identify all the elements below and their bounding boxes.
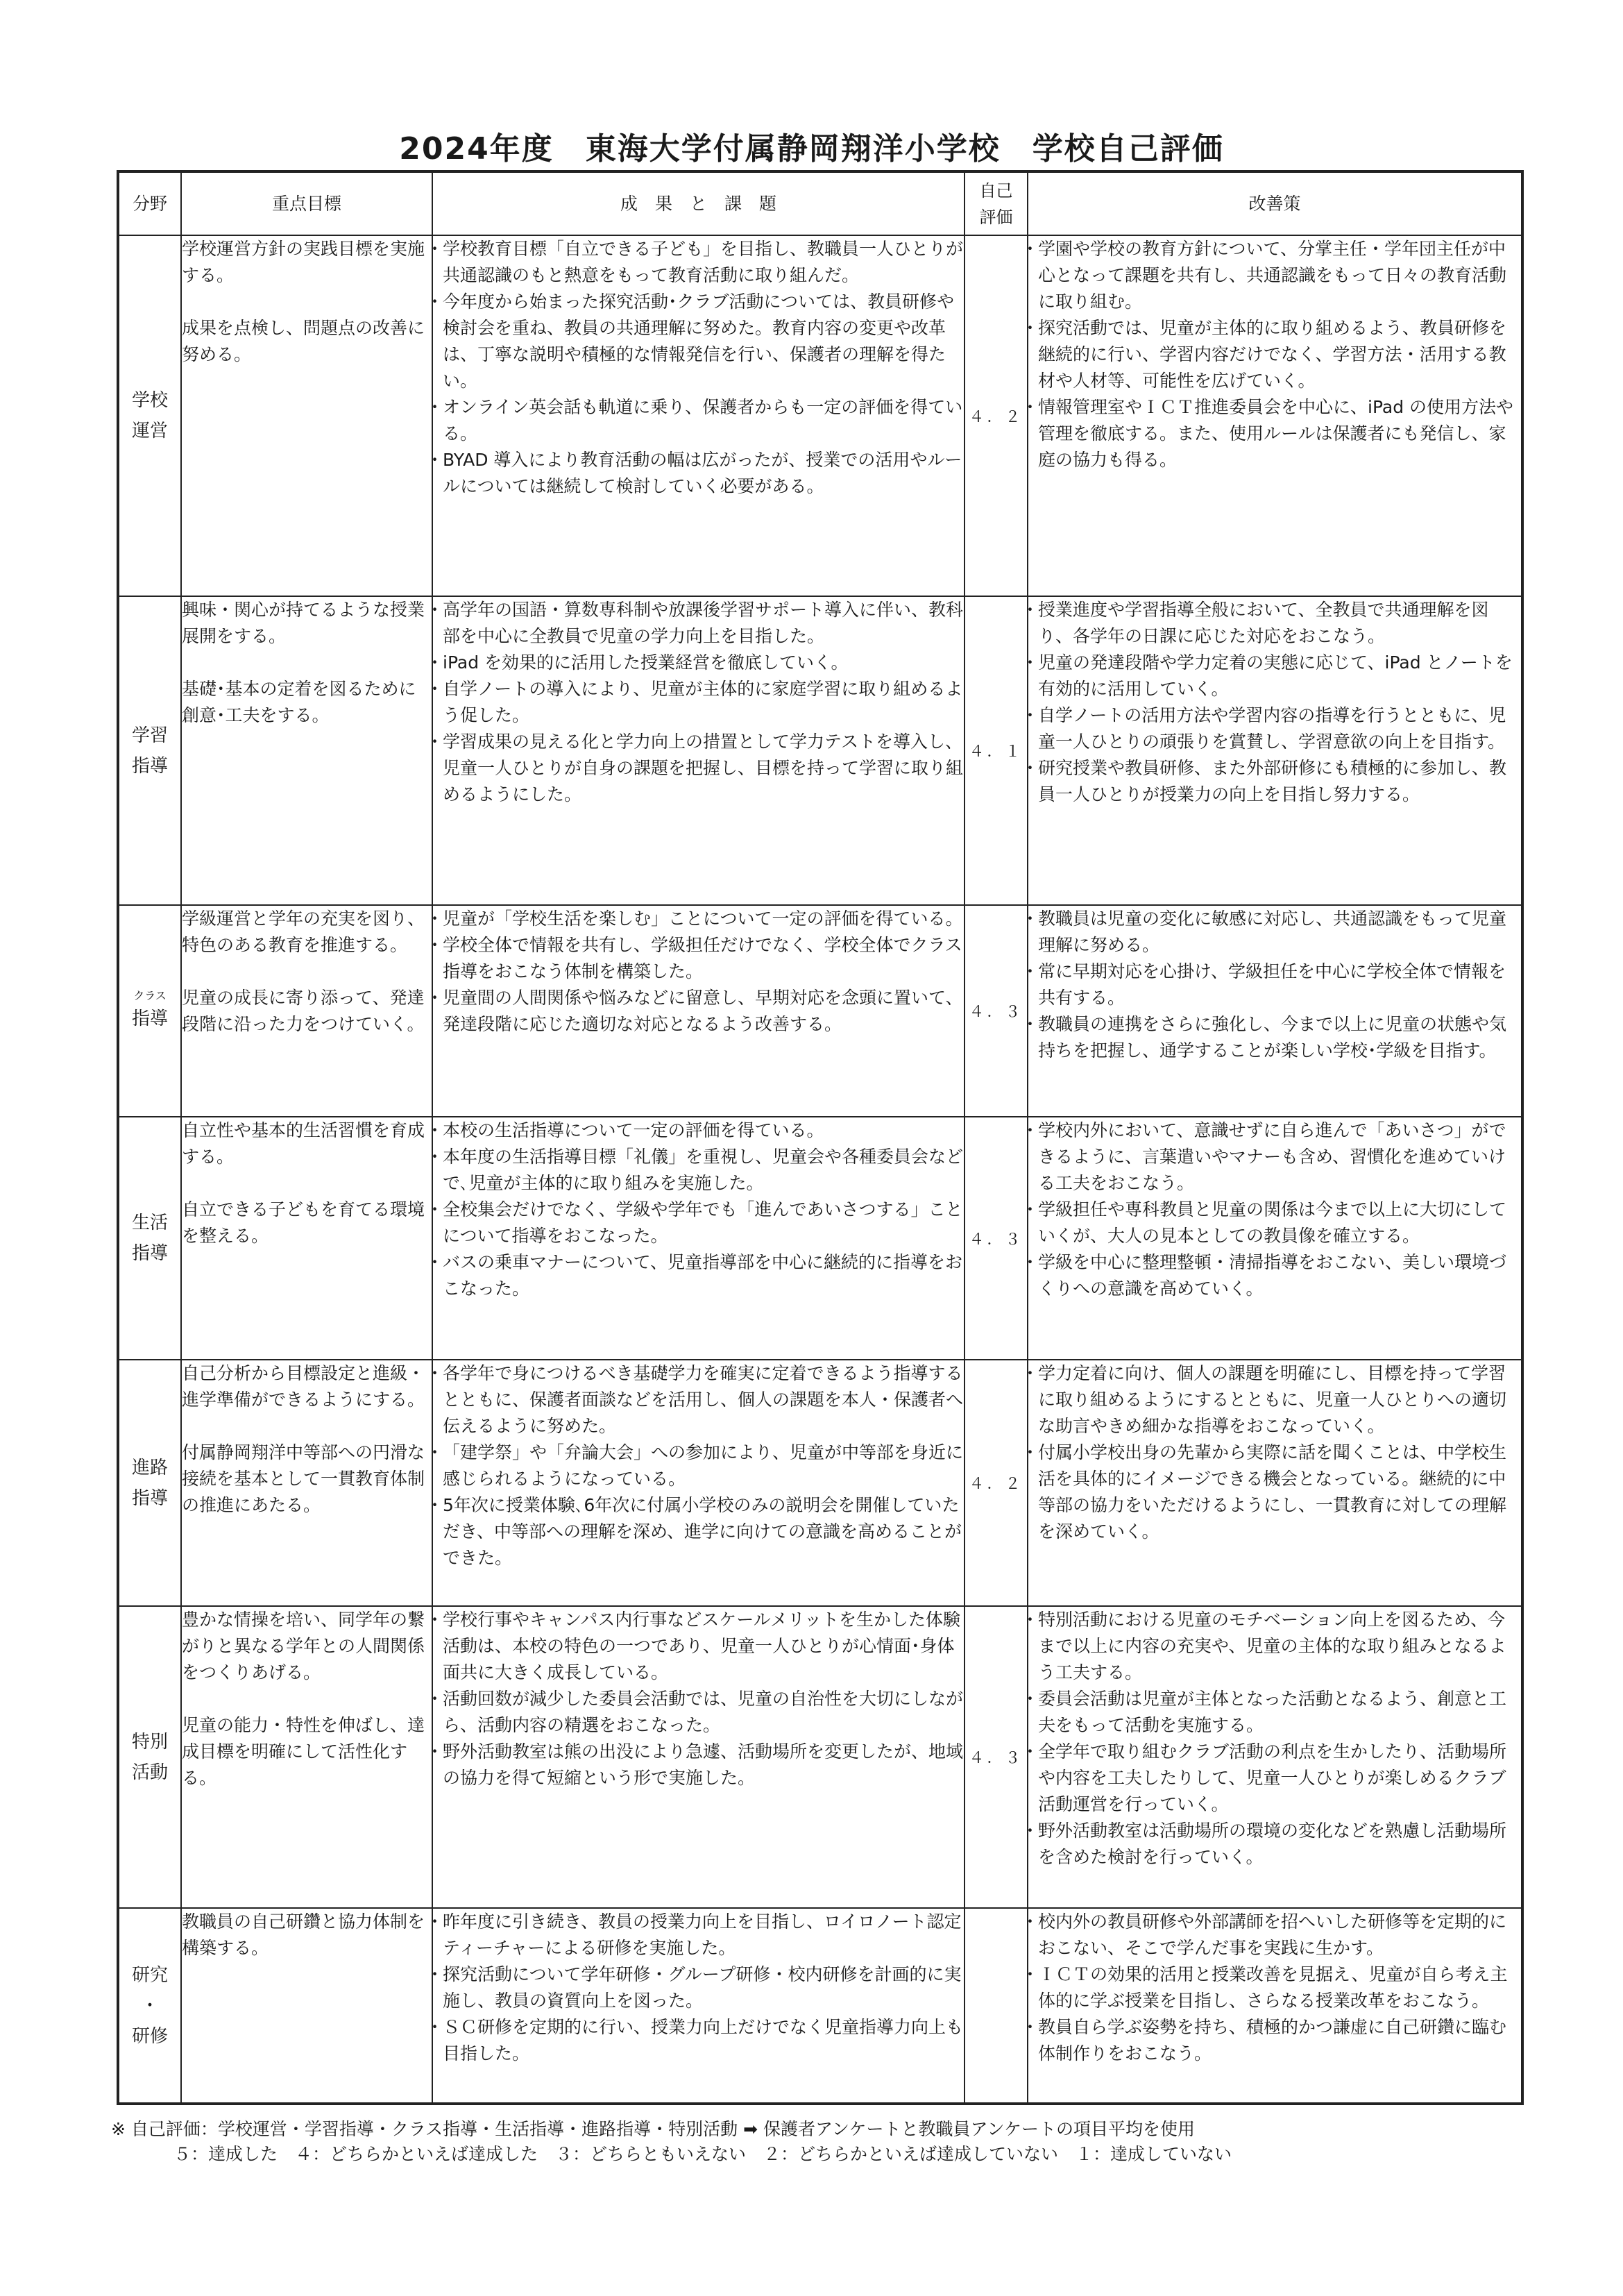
results-cell	[432, 1360, 965, 1606]
table-row	[118, 905, 1522, 1117]
list-item: ・ 探究活動では、児童が主体的に取り組めるよう、教員研修を継続的に行い、学習内容だけでなく、学習方法・活用する教材や人材等、可能性を広げていく。	[1028, 315, 1521, 394]
list-item: ・ 全学年で取り組むクラブ活動の利点を生かしたり、活動場所や内容を工夫したりして、児童一人ひとりが楽しめるクラブ活動運営を行っていく。	[1028, 1739, 1521, 1818]
table-row	[118, 1117, 1522, 1360]
list-item: ・ BYAD 導入により教育活動の幅は広がったが、授業での活用やルールについては継続して検討していく必要がある。	[433, 447, 964, 500]
category-cell	[118, 1606, 181, 1908]
list-item: ・ iPad を効果的に活用した授業経営を徹底していく。	[433, 650, 964, 676]
category-label: 研修	[131, 2025, 168, 2047]
list-item: ・ 学校行事やキャンパス内行事などスケールメリットを生かした体験活動は、本校の特色の一つであり、児童一人ひとりが心情面･身体面共に大きく成長している。	[433, 1607, 964, 1686]
plan-cell	[1028, 1360, 1522, 1606]
list-item: ・ 高学年の国語・算数専科制や放課後学習サポート導入に伴い、教科部を中心に全教員で児童の学力向上を目指した。	[433, 597, 964, 650]
category-cell	[118, 1117, 181, 1360]
category-label-small: クラス	[133, 988, 167, 1002]
results-cell	[432, 1117, 965, 1360]
list-item: ・ 「建学祭」や「弁論大会」への参加により、児童が中等部を身近に感じられるようになっている。	[433, 1440, 964, 1492]
list-item: ・ 各学年で身につけるべき基礎学力を確実に定着できるよう指導するとともに、保護者面談などを活用し、個人の課題を本人・保護者へ伝えるように努めた。	[433, 1360, 964, 1440]
list-item: ・ 教員自ら学ぶ姿勢を持ち、積極的かつ謙虚に自己研鑽に臨む体制作りをおこなう。	[1028, 2014, 1521, 2067]
goal-text: 児童の能力・特性を伸ばし、達成目標を明確にして活性化する。	[182, 1715, 425, 1788]
table-row	[118, 1360, 1522, 1606]
goal-text: 自己分析から目標設定と進級・進学準備ができるようにする。	[182, 1363, 425, 1410]
results-list	[433, 906, 964, 1038]
page-title: 2024年度 東海大学付属静岡翔洋小学校 学校自己評価	[399, 131, 1224, 167]
results-cell	[432, 596, 965, 905]
plan-list	[1028, 1360, 1521, 1545]
list-item: ・ 学力定着に向け、個人の課題を明確にし、目標を持って学習に取り組めるようにするとともに、児童一人ひとりへの適切な助言やきめ細かな指導をおこなっていく。	[1028, 1360, 1521, 1440]
list-item: ・ 教職員は児童の変化に敏感に対応し、共通認識をもって児童理解に努める。	[1028, 906, 1521, 959]
category-cell	[118, 1908, 181, 2104]
table-row	[118, 1606, 1522, 1908]
list-item: ・ 学校全体で情報を共有し、学級担任だけでなく、学校全体でクラス指導をおこなう体制を構築した。	[433, 932, 964, 985]
list-item: ・ 特別活動における児童のモチベーション向上を図るため、今まで以上に内容の充実や、児童の主体的な取り組みとなるよう工夫する。	[1028, 1607, 1521, 1686]
list-item: ・ 学級担任や専科教員と児童の関係は今まで以上に大切にしていくが、大人の見本としての教員像を確立する。	[1028, 1197, 1521, 1249]
plan-cell	[1028, 1606, 1522, 1908]
goal-cell	[181, 905, 432, 1117]
plan-list	[1028, 1909, 1521, 2067]
table-row	[118, 235, 1522, 596]
results-cell	[432, 1908, 965, 2104]
header-field: 分野	[118, 171, 181, 235]
goal-cell	[181, 1360, 432, 1606]
goal-spacer	[182, 1170, 432, 1197]
category-label: 特別活動	[131, 1731, 168, 1783]
list-item: ・ 付属小学校出身の先輩から実際に話を聞くことは、中学校生活を具体的にイメージできる機会となっている。継続的に中等部の協力をいただけるようにし、一貫教育に対しての理解を深めていく。	[1028, 1440, 1521, 1545]
plan-cell	[1028, 1908, 1522, 2104]
category-cell	[118, 905, 181, 1117]
list-item: ・ 今年度から始まった探究活動･クラブ活動については、教員研修や検討会を重ね、教員の共通理解に努めた。教育内容の変更や改革は、丁寧な説明や積極的な情報発信を行い、保護者の理解を得たい。	[433, 289, 964, 394]
category-label: 指導	[131, 1008, 168, 1029]
list-item: ・ 本年度の生活指導目標「礼儀」を重視し、児童会や各種委員会などで､児童が主体的に取り組みを実施した。	[433, 1144, 964, 1197]
category-label-dot: ・	[140, 1995, 159, 2016]
plan-list	[1028, 906, 1521, 1064]
category-cell	[118, 1360, 181, 1606]
list-item: ・ 自学ノートの活用方法や学習内容の指導を行うとともに、児童一人ひとりの頑張りを賞賛し、学習意欲の向上を目指す。	[1028, 702, 1521, 755]
list-item: ・ 学校教育目標「自立できる子ども」を目指し、教職員一人ひとりが共通認識のもと熱意をもって教育活動に取り組んだ。	[433, 236, 964, 289]
goal-cell	[181, 1606, 432, 1908]
results-list	[433, 1607, 964, 1791]
results-list	[433, 1909, 964, 2067]
category-label: 学校運営	[131, 390, 168, 441]
footnotes	[111, 2117, 1527, 2167]
list-item: ・ 授業進度や学習指導全般において、全教員で共通理解を図り、各学年の日課に応じた対応をおこなう。	[1028, 597, 1521, 650]
goal-cell	[181, 596, 432, 905]
goal-cell	[181, 235, 432, 596]
goal-spacer	[182, 1413, 432, 1440]
goal-text: 成果を点検し、問題点の改善に努める。	[182, 318, 425, 364]
table-row	[118, 1908, 1522, 2104]
results-cell	[432, 905, 965, 1117]
list-item: ・ 常に早期対応を心掛け、学級担任を中心に学校全体で情報を共有する。	[1028, 959, 1521, 1011]
category-cell	[118, 596, 181, 905]
list-item: ・ 5年次に授業体験､6年次に付属小学校のみの説明会を開催していただき、中等部への理解を深め、進学に向けての意識を高めることができた。	[433, 1492, 964, 1571]
goal-text: 興味・関心が持てるような授業展開をする。	[182, 600, 425, 646]
list-item: ・ 学級を中心に整理整頓・清掃指導をおこない、美しい環境づくりへの意識を高めていく。	[1028, 1249, 1521, 1302]
plan-cell	[1028, 905, 1522, 1117]
goal-spacer	[182, 289, 432, 315]
score-cell: ４．３	[965, 1606, 1028, 1908]
results-cell	[432, 1606, 965, 1908]
goal-text: 学校運営方針の実践目標を実施する。	[182, 239, 425, 285]
list-item: ・ 情報管理室やＩＣＴ推進委員会を中心に、iPad の使用方法や管理を徹底する。また、使用ルールは保護者にも発信し、家庭の協力も得る。	[1028, 394, 1521, 473]
results-list	[433, 1117, 964, 1302]
list-item: ・ バスの乗車マナーについて、児童指導部を中心に継続的に指導をおこなった。	[433, 1249, 964, 1302]
category-cell	[118, 235, 181, 596]
list-item: ・ 研究授業や教員研修、また外部研修にも積極的に参加し、教員一人ひとりが授業力の向上を目指し努力する。	[1028, 755, 1521, 808]
list-item: ・ 学習成果の見える化と学力向上の措置として学力テストを導入し、児童一人ひとりが自身の課題を把握し、目標を持って学習に取り組めるようにした。	[433, 729, 964, 808]
results-list	[433, 236, 964, 500]
list-item: ・ 学園や学校の教育方針について、分掌主任・学年団主任が中心となって課題を共有し、共通認識をもって日々の教育活動に取り組む。	[1028, 236, 1521, 315]
results-list	[433, 1360, 964, 1571]
plan-list	[1028, 236, 1521, 473]
list-item: ・ 児童が「学校生活を楽しむ」ことについて一定の評価を得ている。	[433, 906, 964, 932]
score-cell: ４．２	[965, 235, 1028, 596]
header-goal: 重点目標	[181, 171, 432, 235]
goal-text: 豊かな情操を培い、同学年の繋がりと異なる学年との人間関係をつくりあげる。	[182, 1610, 425, 1682]
goal-text: 付属静岡翔洋中等部への円滑な接続を基本として一貫教育体制の推進にあたる。	[182, 1442, 425, 1515]
category-label-top: 研究	[131, 1964, 168, 1986]
goal-cell	[181, 1117, 432, 1360]
table-header-row	[118, 171, 1522, 235]
list-item: ・ 自学ノートの導入により、児童が主体的に家庭学習に取り組めるよう促した。	[433, 676, 964, 729]
score-cell: ４．２	[965, 1360, 1028, 1606]
list-item: ・ 全校集会だけでなく、学級や学年でも「進んであいさつする」ことについて指導をおこなった。	[433, 1197, 964, 1249]
goal-text: 基礎･基本の定着を図るために創意･工夫をする。	[182, 679, 416, 725]
list-item: ・ 野外活動教室は熊の出没により急遽、活動場所を変更したが、地域の協力を得て短縮という形で実施した。	[433, 1739, 964, 1791]
goal-spacer	[182, 650, 432, 676]
goal-cell	[181, 1908, 432, 2104]
results-list	[433, 597, 964, 808]
header-score: 自己評価	[965, 171, 1028, 235]
header-plan: 改善策	[1028, 171, 1522, 235]
header-results: 成 果 と 課 題	[432, 171, 965, 235]
score-cell	[965, 1908, 1028, 2104]
goal-text: 学級運営と学年の充実を図り、特色のある教育を推進する。	[182, 909, 425, 955]
table-row	[118, 596, 1522, 905]
goal-text: 自立できる子どもを育てる環境を整える。	[182, 1199, 425, 1246]
list-item: ・ 野外活動教室は活動場所の環境の変化などを熟慮し活動場所を含めた検討を行っていく。	[1028, 1818, 1521, 1871]
plan-cell	[1028, 1117, 1522, 1360]
footnote-line-1: ※ 自己評価：学校運営・学習指導・クラス指導・生活指導・進路指導・特別活動 ➡ 保護者アンケートと教職員アンケートの項目平均を使用	[111, 2119, 1195, 2139]
score-cell: ４．１	[965, 596, 1028, 905]
score-cell: ４．３	[965, 1117, 1028, 1360]
list-item: ・ 委員会活動は児童が主体となった活動となるよう、創意と工夫をもって活動を実施する。	[1028, 1686, 1521, 1739]
goal-spacer	[182, 1686, 432, 1712]
list-item: ・ ＳＣ研修を定期的に行い、授業力向上だけでなく児童指導力向上も目指した。	[433, 2014, 964, 2067]
plan-list	[1028, 1607, 1521, 1871]
plan-cell	[1028, 596, 1522, 905]
list-item: ・ 校内外の教員研修や外部講師を招へいした研修等を定期的におこない、そこで学んだ事を実践に生かす。	[1028, 1909, 1521, 1961]
goal-text: 教職員の自己研鑽と協力体制を構築する。	[182, 1911, 425, 1958]
plan-cell	[1028, 235, 1522, 596]
list-item: ・ 教職員の連携をさらに強化し、今まで以上に児童の状態や気持ちを把握し、通学することが楽しい学校･学級を目指す。	[1028, 1011, 1521, 1064]
list-item: ・ 本校の生活指導について一定の評価を得ている。	[433, 1117, 964, 1144]
goal-text: 児童の成長に寄り添って、発達段階に沿った力をつけていく。	[182, 988, 425, 1034]
score-cell: ４．３	[965, 905, 1028, 1117]
category-label: 生活指導	[131, 1213, 168, 1264]
plan-list	[1028, 1117, 1521, 1302]
list-item: ・ 探究活動について学年研修・グループ研修・校内研修を計画的に実施し、教員の資質向上を図った。	[433, 1961, 964, 2014]
results-cell	[432, 235, 965, 596]
evaluation-table	[117, 170, 1524, 2105]
goal-text: 自立性や基本的生活習慣を育成する。	[182, 1120, 425, 1167]
list-item: ・ 児童間の人間関係や悩みなどに留意し、早期対応を念頭に置いて、発達段階に応じた適切な対応となるよう改善する。	[433, 985, 964, 1038]
list-item: ・ 学校内外において、意識せずに自ら進んで「あいさつ」ができるように、言葉遣いやマナーも含め、習慣化を進めていける工夫をおこなう。	[1028, 1117, 1521, 1197]
category-label: 進路指導	[131, 1457, 168, 1509]
list-item: ・ オンライン英会話も軌道に乗り、保護者からも一定の評価を得ている。	[433, 394, 964, 447]
goal-spacer	[182, 959, 432, 985]
footnote-line-2: ５：達成した ４：どちらかといえば達成した ３：どちらともいえない ２：どちらかといえば達成していない １：達成していない	[173, 2144, 1232, 2164]
list-item: ・ 昨年度に引き続き、教員の授業力向上を目指し、ロイロノート認定ティーチャーによる研修を実施した。	[433, 1909, 964, 1961]
category-label: 学習指導	[131, 725, 168, 777]
list-item: ・ 活動回数が減少した委員会活動では、児童の自治性を大切にしながら、活動内容の精選をおこなった。	[433, 1686, 964, 1739]
plan-list	[1028, 597, 1521, 808]
list-item: ・ ＩＣＴの効果的活用と授業改善を見据え、児童が自ら考え主体的に学ぶ授業を目指し、さらなる授業改革をおこなう。	[1028, 1961, 1521, 2014]
list-item: ・ 児童の発達段階や学力定着の実態に応じて、iPad とノートを有効的に活用していく。	[1028, 650, 1521, 702]
